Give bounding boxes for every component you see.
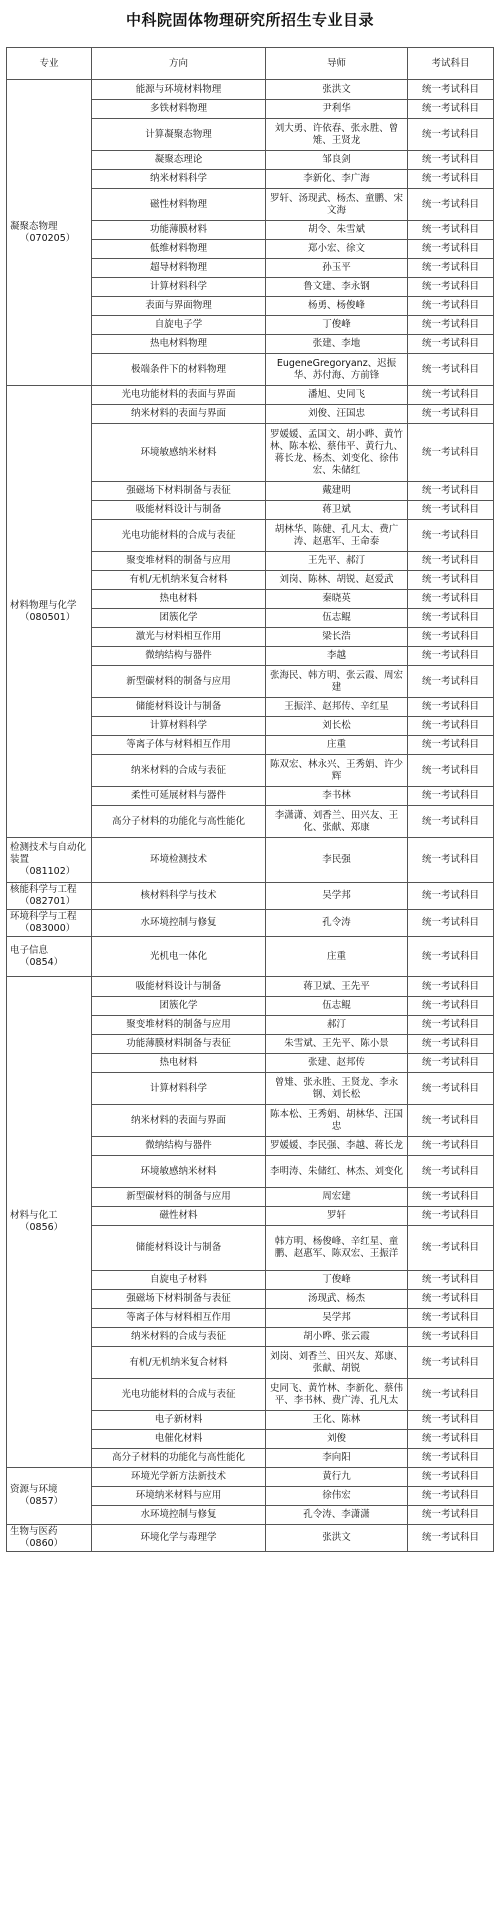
major-name: 环境科学与工程 xyxy=(10,911,77,922)
advisor-cell: 李新化、李广海 xyxy=(266,170,408,189)
table-row xyxy=(7,838,494,883)
major-name: 资源与环境 xyxy=(10,1484,58,1495)
advisor-cell: 胡小晔、张云霞 xyxy=(266,1328,408,1347)
direction-cell: 高分子材料的功能化与高性能化 xyxy=(92,1449,266,1468)
advisor-cell: 吴学邦 xyxy=(266,1309,408,1328)
exam-cell: 统一考试科目 xyxy=(408,482,494,501)
advisor-cell: 王化、陈林 xyxy=(266,1411,408,1430)
exam-cell: 统一考试科目 xyxy=(408,80,494,100)
direction-cell: 高分子材料的功能化与高性能化 xyxy=(92,806,266,838)
table-row xyxy=(7,80,494,100)
advisor-cell: 李潇潇、刘香兰、田兴友、王化、张献、郑康 xyxy=(266,806,408,838)
table-body xyxy=(7,80,494,1552)
advisor-cell: 刘岗、陈林、胡锐、赵爱武 xyxy=(266,571,408,590)
direction-cell: 超导材料物理 xyxy=(92,259,266,278)
direction-cell: 吸能材料设计与制备 xyxy=(92,977,266,997)
major-name: 材料与化工 xyxy=(10,1210,58,1221)
exam-cell: 统一考试科目 xyxy=(408,590,494,609)
direction-cell: 环境检测技术 xyxy=(92,838,266,883)
direction-cell: 纳米材料的合成与表征 xyxy=(92,1328,266,1347)
major-cell xyxy=(7,977,92,1468)
direction-cell: 核材料科学与技术 xyxy=(92,883,266,910)
exam-cell: 统一考试科目 xyxy=(408,609,494,628)
exam-cell: 统一考试科目 xyxy=(408,259,494,278)
exam-cell: 统一考试科目 xyxy=(408,571,494,590)
advisor-cell: 徐伟宏 xyxy=(266,1487,408,1506)
exam-cell: 统一考试科目 xyxy=(408,1328,494,1347)
advisor-cell: 刘长松 xyxy=(266,717,408,736)
major-code: （0856） xyxy=(20,1222,64,1233)
exam-cell: 统一考试科目 xyxy=(408,1016,494,1035)
exam-cell: 统一考试科目 xyxy=(408,386,494,405)
advisor-cell: 李向阳 xyxy=(266,1449,408,1468)
major-name: 核能科学与工程 xyxy=(10,884,77,895)
exam-cell: 统一考试科目 xyxy=(408,717,494,736)
major-code: （070205） xyxy=(20,232,76,244)
exam-cell: 统一考试科目 xyxy=(408,1525,494,1552)
exam-cell: 统一考试科目 xyxy=(408,424,494,482)
exam-cell: 统一考试科目 xyxy=(408,1487,494,1506)
direction-cell: 纳米材料的表面与界面 xyxy=(92,1105,266,1137)
direction-cell: 光电功能材料的合成与表征 xyxy=(92,1379,266,1411)
direction-cell: 光机电一体化 xyxy=(92,937,266,977)
advisor-cell: 韩方明、杨俊峰、辛红星、童鹏、赵惠军、陈双宏、王振洋 xyxy=(266,1226,408,1271)
major-code: （0854） xyxy=(20,956,64,968)
advisor-cell: 李越 xyxy=(266,647,408,666)
advisor-cell: 刘俊、汪国忠 xyxy=(266,405,408,424)
direction-cell: 磁性材料物理 xyxy=(92,189,266,221)
direction-cell: 新型碳材料的制备与应用 xyxy=(92,666,266,698)
direction-cell: 聚变堆材料的制备与应用 xyxy=(92,552,266,571)
major-cell xyxy=(7,1468,92,1525)
exam-cell: 统一考试科目 xyxy=(408,520,494,552)
advisor-cell: 孙玉平 xyxy=(266,259,408,278)
advisor-cell: 郑小宏、徐文 xyxy=(266,240,408,259)
advisor-cell: 鲁文建、李永钢 xyxy=(266,278,408,297)
direction-cell: 电子新材料 xyxy=(92,1411,266,1430)
direction-cell: 储能材料设计与制备 xyxy=(92,1226,266,1271)
table-row xyxy=(7,1525,494,1552)
advisor-cell: 李民强 xyxy=(266,838,408,883)
advisor-cell: 曾雉、张永胜、王贤龙、李永钢、刘长松 xyxy=(266,1073,408,1105)
advisor-cell: 黄行九 xyxy=(266,1468,408,1487)
direction-cell: 水环境控制与修复 xyxy=(92,1506,266,1525)
exam-cell: 统一考试科目 xyxy=(408,221,494,240)
major-name: 生物与医药 xyxy=(10,1526,58,1537)
major-code: （0857） xyxy=(20,1496,64,1507)
advisor-cell: 伍志鲲 xyxy=(266,609,408,628)
direction-cell: 环境敏感纳米材料 xyxy=(92,424,266,482)
header-row xyxy=(7,48,494,80)
direction-cell: 磁性材料 xyxy=(92,1207,266,1226)
advisor-cell: 李书林 xyxy=(266,787,408,806)
header-advisor: 导师 xyxy=(266,48,408,80)
exam-cell: 统一考试科目 xyxy=(408,1105,494,1137)
major-cell xyxy=(7,80,92,386)
direction-cell: 等离子体与材料相互作用 xyxy=(92,1309,266,1328)
exam-cell: 统一考试科目 xyxy=(408,883,494,910)
direction-cell: 微纳结构与器件 xyxy=(92,647,266,666)
advisor-cell: 陈双宏、林永兴、王秀娟、许少辉 xyxy=(266,755,408,787)
advisor-cell: 李明涛、朱储红、林杰、刘变化 xyxy=(266,1156,408,1188)
direction-cell: 有机/无机纳米复合材料 xyxy=(92,571,266,590)
advisor-cell: 吴学邦 xyxy=(266,883,408,910)
exam-cell: 统一考试科目 xyxy=(408,405,494,424)
exam-cell: 统一考试科目 xyxy=(408,1411,494,1430)
exam-cell: 统一考试科目 xyxy=(408,1073,494,1105)
direction-cell: 有机/无机纳米复合材料 xyxy=(92,1347,266,1379)
advisor-cell: 张建、赵邦传 xyxy=(266,1054,408,1073)
direction-cell: 电催化材料 xyxy=(92,1430,266,1449)
direction-cell: 功能薄膜材料 xyxy=(92,221,266,240)
advisor-cell: 伍志鲲 xyxy=(266,997,408,1016)
direction-cell: 团簇化学 xyxy=(92,609,266,628)
direction-cell: 聚变堆材料的制备与应用 xyxy=(92,1016,266,1035)
major-name: 材料物理与化学 xyxy=(10,599,77,611)
direction-cell: 环境纳米材料与应用 xyxy=(92,1487,266,1506)
header-exam: 考试科目 xyxy=(408,48,494,80)
advisor-cell: 张建、李地 xyxy=(266,335,408,354)
exam-cell: 统一考试科目 xyxy=(408,1156,494,1188)
advisor-cell: 尹利华 xyxy=(266,100,408,119)
exam-cell: 统一考试科目 xyxy=(408,666,494,698)
exam-cell: 统一考试科目 xyxy=(408,1430,494,1449)
direction-cell: 纳米材料科学 xyxy=(92,170,266,189)
exam-cell: 统一考试科目 xyxy=(408,151,494,170)
exam-cell: 统一考试科目 xyxy=(408,698,494,717)
advisor-cell: 汤现武、杨杰 xyxy=(266,1290,408,1309)
advisor-cell: 刘大勇、许依春、张永胜、曾雉、王贤龙 xyxy=(266,119,408,151)
major-name: 检测技术与自动化装置 xyxy=(10,842,87,865)
advisor-cell: 蒋卫斌、王先平 xyxy=(266,977,408,997)
exam-cell: 统一考试科目 xyxy=(408,1226,494,1271)
exam-cell: 统一考试科目 xyxy=(408,1137,494,1156)
exam-cell: 统一考试科目 xyxy=(408,628,494,647)
major-cell xyxy=(7,386,92,838)
program-table xyxy=(6,47,494,1552)
direction-cell: 多铁材料物理 xyxy=(92,100,266,119)
exam-cell: 统一考试科目 xyxy=(408,501,494,520)
direction-cell: 吸能材料设计与制备 xyxy=(92,501,266,520)
exam-cell: 统一考试科目 xyxy=(408,189,494,221)
table-row xyxy=(7,937,494,977)
direction-cell: 柔性可延展材料与器件 xyxy=(92,787,266,806)
direction-cell: 光电功能材料的合成与表征 xyxy=(92,520,266,552)
direction-cell: 热电材料 xyxy=(92,590,266,609)
direction-cell: 水环境控制与修复 xyxy=(92,910,266,937)
advisor-cell: 胡令、朱雪斌 xyxy=(266,221,408,240)
table-row xyxy=(7,977,494,997)
direction-cell: 自旋电子材料 xyxy=(92,1271,266,1290)
exam-cell: 统一考试科目 xyxy=(408,647,494,666)
direction-cell: 计算材料科学 xyxy=(92,278,266,297)
direction-cell: 储能材料设计与制备 xyxy=(92,698,266,717)
advisor-cell: 邹良剑 xyxy=(266,151,408,170)
advisor-cell: 王先平、郝汀 xyxy=(266,552,408,571)
table-row xyxy=(7,1468,494,1487)
advisor-cell: 陈本松、王秀娟、胡林华、汪国忠 xyxy=(266,1105,408,1137)
table-row xyxy=(7,910,494,937)
exam-cell: 统一考试科目 xyxy=(408,1379,494,1411)
advisor-cell: 丁俊峰 xyxy=(266,1271,408,1290)
direction-cell: 纳米材料的合成与表征 xyxy=(92,755,266,787)
major-code: （081102） xyxy=(20,866,76,877)
advisor-cell: 戴建明 xyxy=(266,482,408,501)
advisor-cell: 潘旭、史同飞 xyxy=(266,386,408,405)
major-cell xyxy=(7,838,92,883)
table-row xyxy=(7,386,494,405)
exam-cell: 统一考试科目 xyxy=(408,297,494,316)
advisor-cell: 刘俊 xyxy=(266,1430,408,1449)
major-cell xyxy=(7,1525,92,1552)
advisor-cell: 庄重 xyxy=(266,937,408,977)
advisor-cell: 丁俊峰 xyxy=(266,316,408,335)
direction-cell: 激光与材料相互作用 xyxy=(92,628,266,647)
exam-cell: 统一考试科目 xyxy=(408,1271,494,1290)
exam-cell: 统一考试科目 xyxy=(408,838,494,883)
header-direction: 方向 xyxy=(92,48,266,80)
major-name: 电子信息 xyxy=(10,944,49,956)
direction-cell: 计算材料科学 xyxy=(92,717,266,736)
direction-cell: 极端条件下的材料物理 xyxy=(92,354,266,386)
major-code: （083000） xyxy=(20,923,76,934)
exam-cell: 统一考试科目 xyxy=(408,1188,494,1207)
exam-cell: 统一考试科目 xyxy=(408,1035,494,1054)
direction-cell: 新型碳材料的制备与应用 xyxy=(92,1188,266,1207)
exam-cell: 统一考试科目 xyxy=(408,119,494,151)
advisor-cell: 孔令涛 xyxy=(266,910,408,937)
advisor-cell: 王振洋、赵邦传、辛红星 xyxy=(266,698,408,717)
advisor-cell: EugeneGregoryanz、迟振华、苏付海、方前锋 xyxy=(266,354,408,386)
exam-cell: 统一考试科目 xyxy=(408,1468,494,1487)
direction-cell: 能源与环境材料物理 xyxy=(92,80,266,100)
exam-cell: 统一考试科目 xyxy=(408,806,494,838)
direction-cell: 功能薄膜材料制备与表征 xyxy=(92,1035,266,1054)
advisor-cell: 张洪文 xyxy=(266,1525,408,1552)
exam-cell: 统一考试科目 xyxy=(408,316,494,335)
exam-cell: 统一考试科目 xyxy=(408,552,494,571)
exam-cell: 统一考试科目 xyxy=(408,755,494,787)
direction-cell: 自旋电子学 xyxy=(92,316,266,335)
major-code: （082701） xyxy=(20,896,76,907)
exam-cell: 统一考试科目 xyxy=(408,977,494,997)
major-name: 凝聚态物理 xyxy=(10,220,58,232)
advisor-cell: 孔令涛、李潇潇 xyxy=(266,1506,408,1525)
advisor-cell: 张洪文 xyxy=(266,80,408,100)
advisor-cell: 罗媛媛、孟国文、胡小晔、黄竹林、陈本松、蔡伟平、黄行九、蒋长龙、杨杰、刘变化、徐伟宏、朱储红 xyxy=(266,424,408,482)
direction-cell: 强磁场下材料制备与表征 xyxy=(92,482,266,501)
major-code: （0860） xyxy=(20,1538,64,1549)
header-major: 专业 xyxy=(7,48,92,80)
major-cell xyxy=(7,883,92,910)
exam-cell: 统一考试科目 xyxy=(408,1207,494,1226)
major-code: （080501） xyxy=(20,611,76,623)
exam-cell: 统一考试科目 xyxy=(408,335,494,354)
direction-cell: 热电材料 xyxy=(92,1054,266,1073)
direction-cell: 凝聚态理论 xyxy=(92,151,266,170)
exam-cell: 统一考试科目 xyxy=(408,278,494,297)
table-row xyxy=(7,883,494,910)
advisor-cell: 秦晓英 xyxy=(266,590,408,609)
page-title: 中科院固体物理研究所招生专业目录 xyxy=(125,11,374,29)
exam-cell: 统一考试科目 xyxy=(408,354,494,386)
direction-cell: 强磁场下材料制备与表征 xyxy=(92,1290,266,1309)
exam-cell: 统一考试科目 xyxy=(408,1506,494,1525)
exam-cell: 统一考试科目 xyxy=(408,170,494,189)
direction-cell: 微纳结构与器件 xyxy=(92,1137,266,1156)
direction-cell: 环境化学与毒理学 xyxy=(92,1525,266,1552)
exam-cell: 统一考试科目 xyxy=(408,1290,494,1309)
advisor-cell: 杨勇、杨俊峰 xyxy=(266,297,408,316)
advisor-cell: 罗轩、汤现武、杨杰、童鹏、宋文海 xyxy=(266,189,408,221)
major-cell xyxy=(7,910,92,937)
direction-cell: 计算凝聚态物理 xyxy=(92,119,266,151)
exam-cell: 统一考试科目 xyxy=(408,100,494,119)
advisor-cell: 张海民、韩方明、张云霞、周宏建 xyxy=(266,666,408,698)
direction-cell: 热电材料物理 xyxy=(92,335,266,354)
advisor-cell: 梁长浩 xyxy=(266,628,408,647)
advisor-cell: 郝汀 xyxy=(266,1016,408,1035)
direction-cell: 环境光学新方法新技术 xyxy=(92,1468,266,1487)
advisor-cell: 史同飞、黄竹林、李新化、蔡伟平、李书林、费广涛、孔凡太 xyxy=(266,1379,408,1411)
advisor-cell: 胡林华、陈健、孔凡太、费广涛、赵惠军、王命泰 xyxy=(266,520,408,552)
exam-cell: 统一考试科目 xyxy=(408,997,494,1016)
direction-cell: 表面与界面物理 xyxy=(92,297,266,316)
direction-cell: 团簇化学 xyxy=(92,997,266,1016)
major-cell xyxy=(7,937,92,977)
exam-cell: 统一考试科目 xyxy=(408,1309,494,1328)
advisor-cell: 罗媛媛、李民强、李越、蒋长龙 xyxy=(266,1137,408,1156)
advisor-cell: 朱雪斌、王先平、陈小景 xyxy=(266,1035,408,1054)
direction-cell: 计算材料科学 xyxy=(92,1073,266,1105)
advisor-cell: 周宏建 xyxy=(266,1188,408,1207)
direction-cell: 环境敏感纳米材料 xyxy=(92,1156,266,1188)
exam-cell: 统一考试科目 xyxy=(408,910,494,937)
direction-cell: 纳米材料的表面与界面 xyxy=(92,405,266,424)
advisor-cell: 蒋卫斌 xyxy=(266,501,408,520)
advisor-cell: 庄重 xyxy=(266,736,408,755)
exam-cell: 统一考试科目 xyxy=(408,937,494,977)
exam-cell: 统一考试科目 xyxy=(408,240,494,259)
direction-cell: 低维材料物理 xyxy=(92,240,266,259)
exam-cell: 统一考试科目 xyxy=(408,736,494,755)
advisor-cell: 刘岗、刘香兰、田兴友、郑康、张献、胡锐 xyxy=(266,1347,408,1379)
direction-cell: 光电功能材料的表面与界面 xyxy=(92,386,266,405)
direction-cell: 等离子体与材料相互作用 xyxy=(92,736,266,755)
exam-cell: 统一考试科目 xyxy=(408,787,494,806)
advisor-cell: 罗轩 xyxy=(266,1207,408,1226)
exam-cell: 统一考试科目 xyxy=(408,1347,494,1379)
exam-cell: 统一考试科目 xyxy=(408,1054,494,1073)
exam-cell: 统一考试科目 xyxy=(408,1449,494,1468)
